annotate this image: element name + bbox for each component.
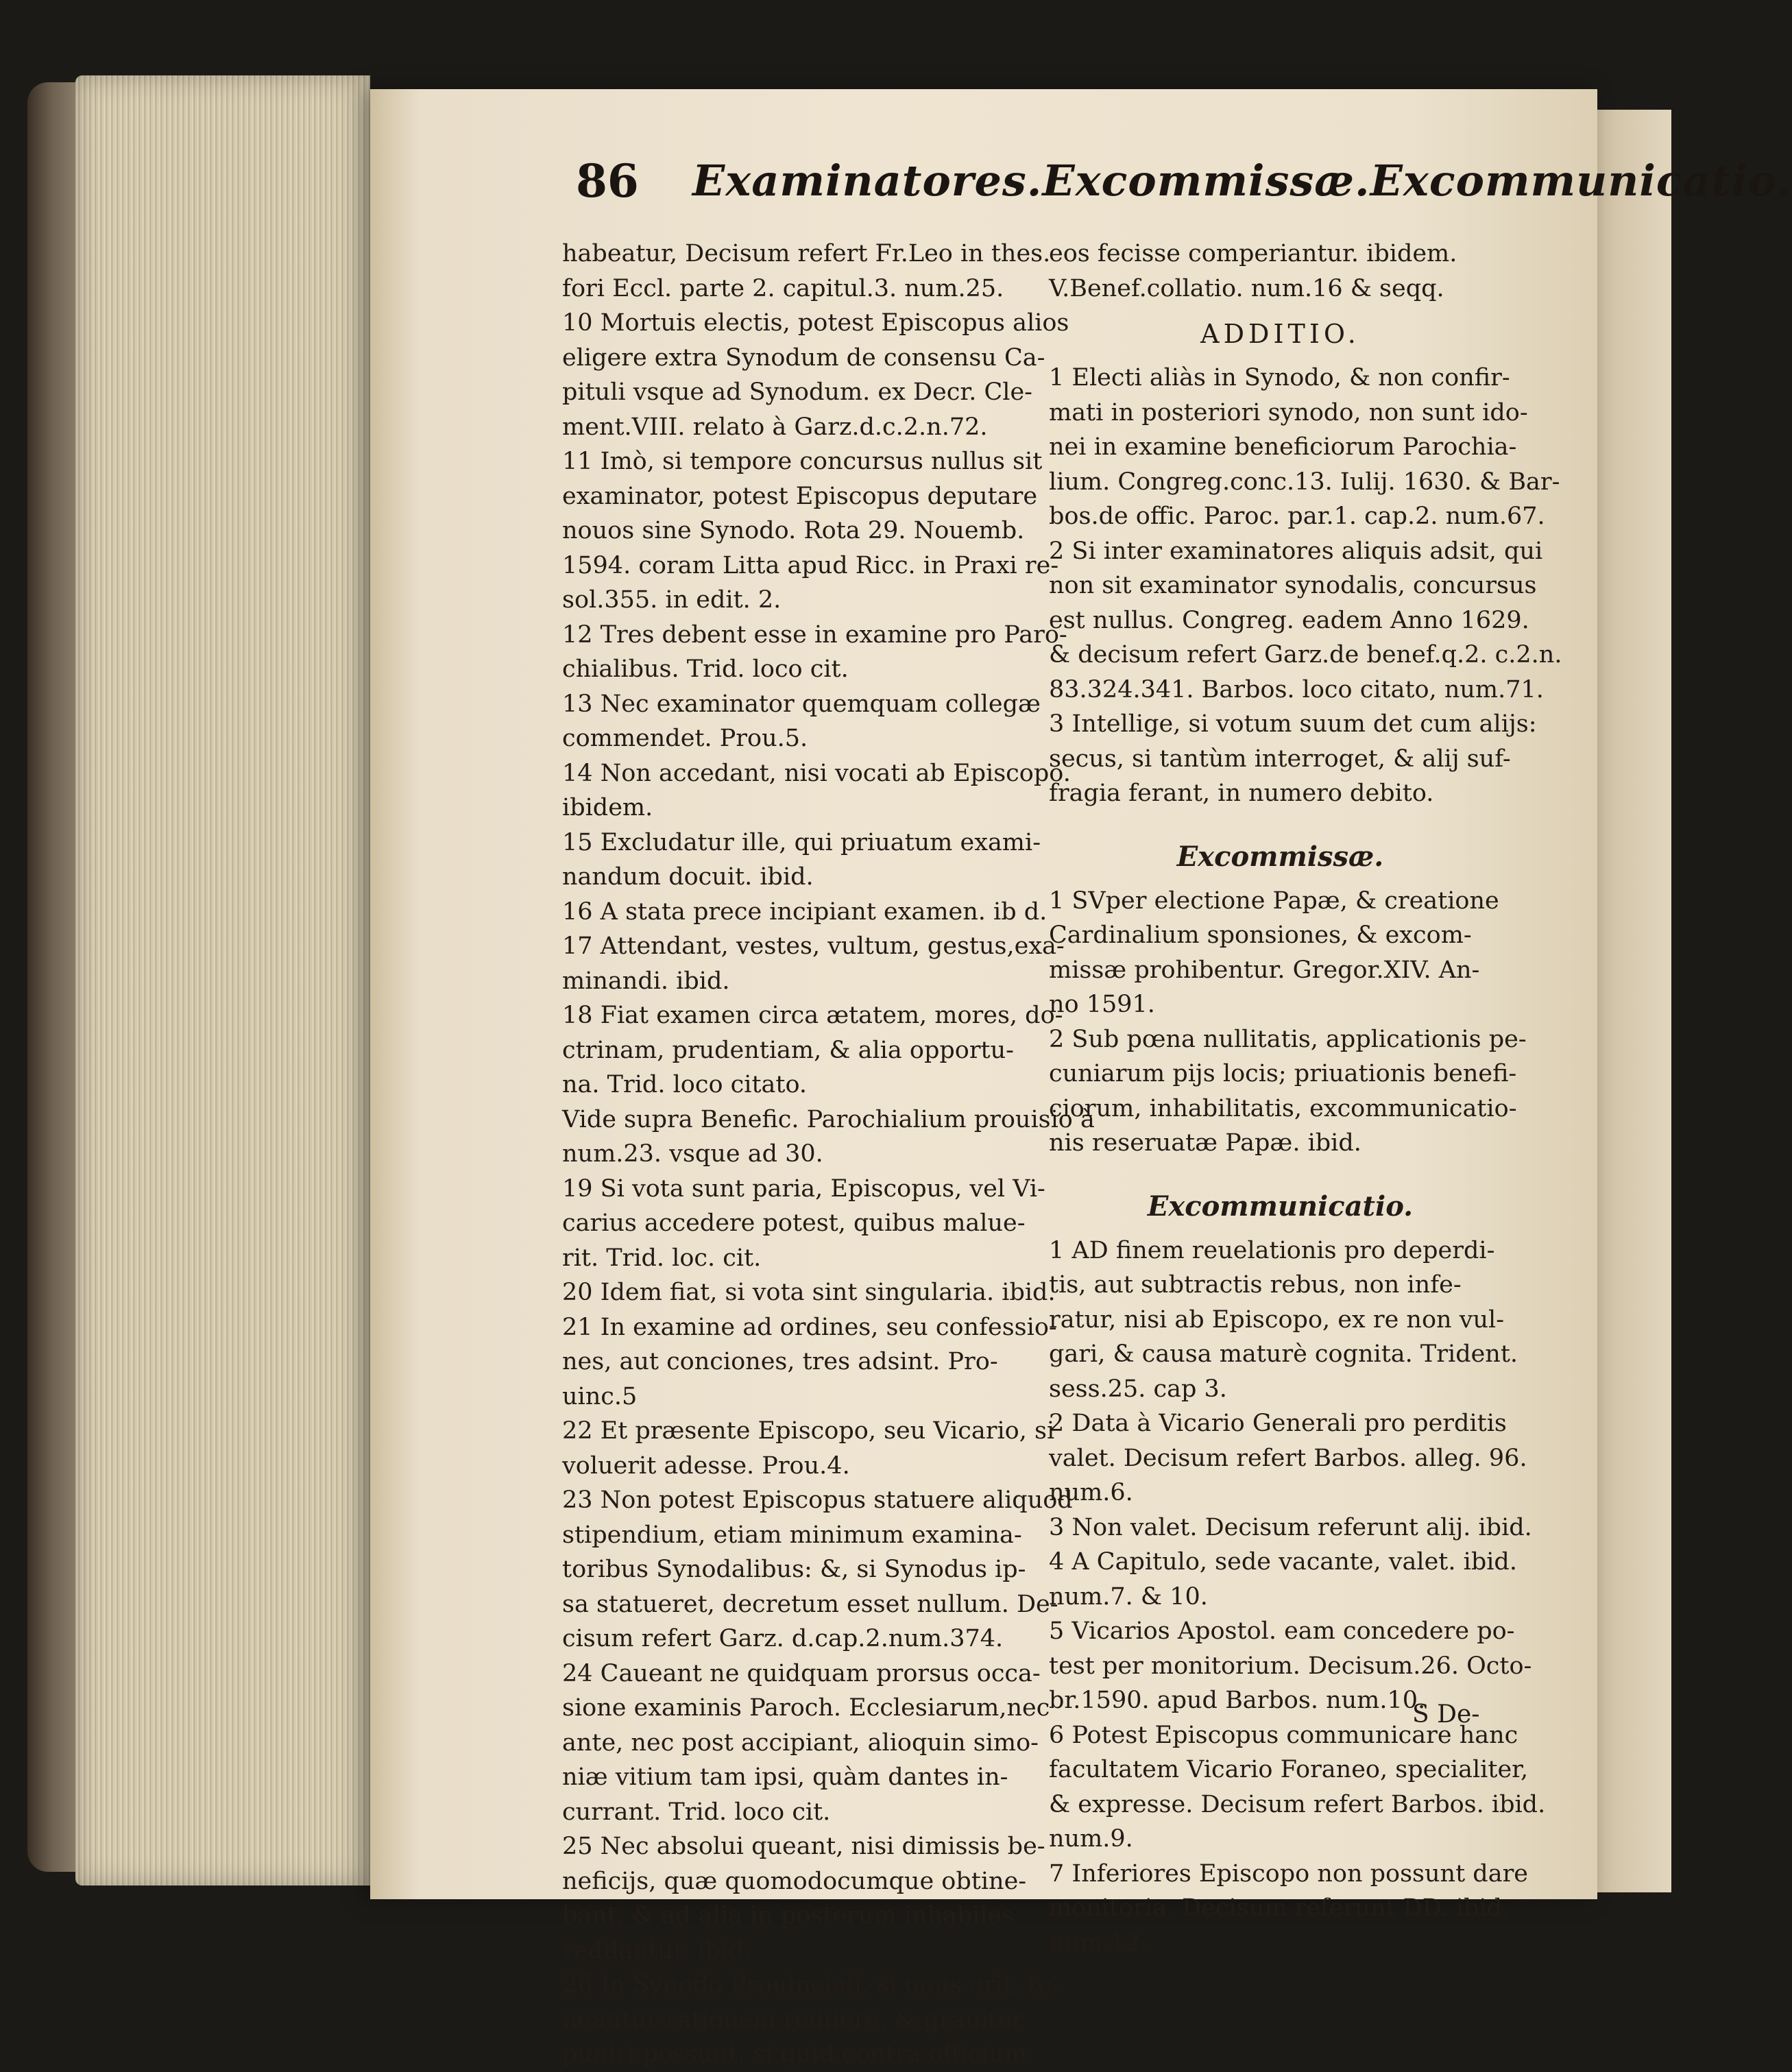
additio-section: [1049, 361, 1562, 811]
text-line: 23 Non potest Episcopus statuere aliquod: [562, 1486, 1073, 1514]
text-line: 2 Sub pœna nullitatis, applicationis pe-: [1049, 1025, 1527, 1053]
text-line: neficijs, quæ quomodocumque obtine-: [562, 1867, 1027, 1895]
text-line: sione examinis Paroch. Ecclesiarum,nec: [562, 1694, 1050, 1722]
page-edges: [75, 75, 370, 1886]
text-line: 16 A stata prece incipiant examen. ib d.: [562, 898, 1048, 926]
text-line: minandi. ibid.: [562, 967, 730, 995]
excommunicatio-heading: Excommunicatio.: [1147, 1190, 1414, 1222]
text-line: & expresse. Decisum refert Barbos. ibid.: [1049, 1790, 1546, 1818]
text-line: sa statueret, decretum esset nullum. De-: [562, 1590, 1058, 1618]
text-line: nandum docuit. ibid.: [562, 863, 814, 891]
running-title: Examinatores.Excommissæ.Excommunicatio.: [692, 156, 1792, 206]
text-line: sol.355. in edit. 2.: [562, 586, 782, 614]
text-line: 19 Si vota sunt paria, Episcopus, vel Vi-: [562, 1174, 1045, 1203]
text-line: 21 In examine ad ordines, seu confessio-: [562, 1313, 1057, 1341]
text-line: uinc.5: [562, 1382, 638, 1410]
page-header: [576, 154, 1792, 223]
text-line: na. Trid. loco citato.: [562, 1071, 808, 1098]
excommissae-heading: Excommissæ.: [1176, 840, 1384, 873]
text-line: num.9.: [1049, 1825, 1133, 1853]
excommunicatio-section: [1049, 1233, 1546, 1961]
page-number: 86: [576, 154, 639, 208]
text-line: 18 Fiat examen circa ætatem, mores, do-: [562, 1002, 1063, 1029]
text-line: 14 Non accedant, nisi vocati ab Episcopo.: [562, 759, 1071, 787]
text-line: carius accedere potest, quibus malue-: [562, 1209, 1026, 1237]
text-line: 17 Attendant, vestes, vultum, gestus,exa-: [562, 932, 1065, 960]
text-line: puniri possunt, si quid contra officium: [562, 2040, 1028, 2068]
text-line: facultatem Vicario Foraneo, specialiter,: [1049, 1756, 1529, 1783]
text-line: 25 Nec absolui queant, nisi dimissis be-: [562, 1833, 1045, 1860]
text-line: cisum refert Garz. d.cap.2.num.374.: [562, 1625, 1004, 1652]
text-line: commendet. Prou.5.: [562, 725, 808, 752]
text-line: 1594. coram Litta apud Ricc. in Praxi re-: [562, 551, 1059, 579]
text-line: ciorum, inhabilitatis, excommunicatio-: [1049, 1094, 1517, 1122]
text-line: monitoria. Decisum referunt DD. ibid.: [1049, 1894, 1510, 1922]
text-line: secus, si tantùm interroget, & alij suf-: [1049, 745, 1511, 773]
text-line: ante, nec post accipiant, alioquin simo-: [562, 1728, 1039, 1757]
text-line: test per monitorium. Decisum.26. Octo-: [1049, 1652, 1532, 1680]
text-line: 4 A Capitulo, sede vacante, valet. ibid.: [1049, 1548, 1517, 1576]
text-line: lium. Congreg.conc.13. Iulij. 1630. & Bar-: [1049, 468, 1560, 496]
text-line: est nullus. Congreg. eadem Anno 1629.: [1049, 606, 1529, 634]
text-line: 15 Excludatur ille, qui priuatum exami-: [562, 828, 1041, 856]
text-line: reddantur. ibid.: [562, 1936, 751, 1964]
text-line: 13 Nec examinator quemquam collegæ: [562, 690, 1041, 718]
text-line: 11 Imò, si tempore concursus nullus sit: [562, 448, 1043, 475]
text-line: 26 In Synodo Prouinciali, si opus erit, te-: [562, 1971, 1060, 1999]
text-line: no 1591.: [1049, 991, 1155, 1018]
text-line: 12 Tres debent esse in examine pro Paro-: [562, 621, 1067, 649]
additio-heading: ADDITIO.: [1200, 319, 1360, 349]
catchword: S De-: [1412, 1700, 1480, 1728]
text-line: ment.VIII. relato à Garz.d.c.2.n.72.: [562, 413, 988, 441]
text-line: 24 Caueant ne quidquam prorsus occa-: [562, 1659, 1041, 1687]
text-line: toribus Synodalibus: &, si Synodus ip-: [562, 1556, 1026, 1583]
text-line: 7 Inferiores Episcopo non possunt dare: [1049, 1859, 1529, 1888]
text-line: 1 Electi aliàs in Synodo, & non confir-: [1049, 364, 1510, 391]
text-line: ratur, nisi ab Episcopo, ex re non vul-: [1049, 1305, 1505, 1334]
text-line: pituli vsque ad Synodum. ex Decr. Cle-: [562, 378, 1032, 406]
text-line: br.1590. apud Barbos. num.10.: [1049, 1687, 1426, 1714]
text-line: bos.de offic. Paroc. par.1. cap.2. num.67.: [1049, 503, 1545, 530]
text-line: sess.25. cap 3.: [1049, 1375, 1227, 1403]
text-line: 6 Potest Episcopus communicare hanc: [1049, 1721, 1518, 1749]
text-line: rit. Trid. loc. cit.: [562, 1244, 762, 1272]
text-line: 3 Intellige, si votum suum det cum alijs:: [1049, 710, 1537, 738]
text-line: 83.324.341. Barbos. loco citato, num.71.: [1049, 675, 1544, 703]
text-line: num.6.: [1049, 1479, 1133, 1506]
text-line: eos fecisse comperiantur. ibidem.: [1049, 240, 1457, 267]
text-line: 2 Data à Vicario Generali pro perditis: [1049, 1410, 1507, 1437]
text-line: non sit examinator synodalis, concursus: [1049, 572, 1537, 599]
text-line: num.23. vsque ad 30.: [562, 1140, 823, 1168]
text-line: 1 SVper electione Papæ, & creatione: [1049, 887, 1499, 915]
text-line: 10 Mortuis electis, potest Episcopus alios: [562, 309, 1069, 337]
text-line: num.12.: [1049, 1929, 1149, 1957]
text-line: fori Eccl. parte 2. capitul.3. num.25.: [562, 274, 1004, 302]
text-line: 20 Idem fiat, si vota sint singularia. ibid.: [562, 1279, 1056, 1306]
text-line: Vide supra Benefic. Parochialium prouisio à: [562, 1105, 1095, 1133]
text-line: Cardinalium sponsiones, & excom-: [1049, 921, 1472, 949]
excommissae-section: [1049, 884, 1527, 1161]
additio-intro: [1049, 237, 1512, 306]
text-line: nei in examine beneficiorum Parochia-: [1049, 433, 1517, 461]
text-line: habeatur, Decisum refert Fr.Leo in thes.: [562, 240, 1051, 267]
text-line: eligere extra Synodum de consensu Ca-: [562, 344, 1045, 372]
text-line: nouos sine Synodo. Rota 29. Nouemb.: [562, 517, 1025, 544]
text-line: neantur rationem reddere, & grauiter: [562, 2005, 1024, 2034]
text-line: gari, & causa maturè cognita. Trident.: [1049, 1340, 1518, 1368]
text-line: 5 Vicarios Apostol. eam concedere po-: [1049, 1617, 1515, 1645]
text-line: 3 Non valet. Decisum referunt alij. ibid.: [1049, 1513, 1532, 1541]
text-line: niæ vitium tam ipsi, quàm dantes in-: [562, 1763, 1008, 1791]
text-line: stipendium, etiam minimum examina-: [562, 1521, 1022, 1549]
text-line: nis reseruatæ Papæ. ibid.: [1049, 1129, 1361, 1157]
text-line: examinator, potest Episcopus deputare: [562, 482, 1038, 510]
text-line: fragia ferant, in numero debito.: [1049, 780, 1434, 807]
text-line: valet. Decisum refert Barbos. alleg. 96.: [1049, 1444, 1527, 1472]
text-line: voluerit adesse. Prou.4.: [562, 1451, 850, 1480]
text-line: V.Benef.collatio. num.16 & seqq.: [1049, 274, 1444, 302]
text-line: 1 AD finem reuelationis pro deperdi-: [1049, 1236, 1495, 1264]
text-line: num.7. & 10.: [1049, 1582, 1208, 1611]
text-line: 22 Et præsente Episcopo, seu Vicario, si: [562, 1417, 1055, 1445]
text-line: cuniarum pijs locis; priuationis benefi-: [1049, 1060, 1517, 1087]
text-line: missæ prohibentur. Gregor.XIV. An-: [1049, 956, 1480, 984]
text-line: nes, aut conciones, tres adsint. Pro-: [562, 1348, 998, 1375]
text-line: & decisum refert Garz.de benef.q.2. c.2.n.: [1049, 641, 1562, 668]
text-line: 2 Si inter examinatores aliquis adsit, qui: [1049, 537, 1543, 565]
text-line: ctrinam, prudentiam, & alia opportu-: [562, 1036, 1014, 1064]
text-line: tis, aut subtractis rebus, non infe-: [1049, 1271, 1462, 1299]
text-line: chialibus. Trid. loco cit.: [562, 655, 849, 683]
text-line: bant, & ad alia in posterum inhabiles: [562, 1902, 1015, 1929]
text-line: ibidem.: [562, 794, 653, 821]
text-line: mati in posteriori synodo, non sunt ido-: [1049, 398, 1528, 426]
text-line: currant. Trid. loco cit.: [562, 1798, 831, 1826]
